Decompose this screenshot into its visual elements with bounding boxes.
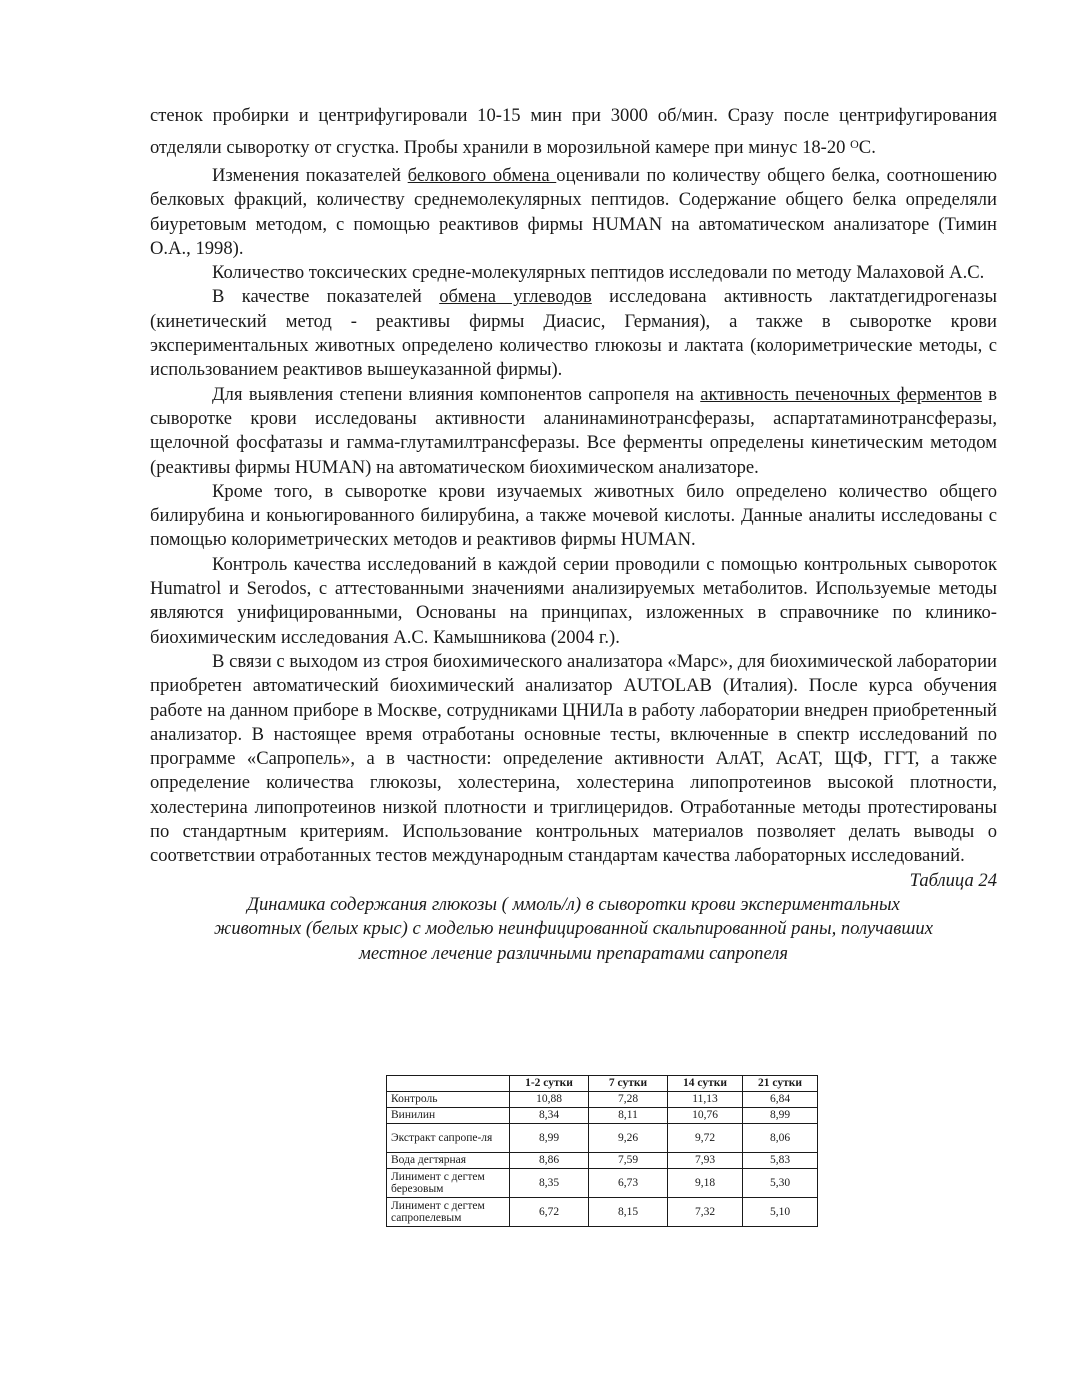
caption-line-3: местное лечение различными препаратами сапропеля bbox=[359, 942, 788, 964]
paragraph-1-end: С. bbox=[858, 137, 876, 158]
table-cell: 8,99 bbox=[510, 1124, 589, 1153]
table-cell: 8,35 bbox=[510, 1169, 589, 1198]
table-cell: 7,59 bbox=[589, 1153, 668, 1169]
table-row bbox=[387, 1169, 818, 1198]
paragraph-2-rest: оценивали по количеству общего белка, соотношению белковых фракций, количеству среднемолекулярных пептидов. Содержание общего белка определяли биуретовым методом, с помощью реактивов фирмы HUMAN на автоматическом анализаторе (Тимин О.А., 1998). bbox=[150, 165, 997, 259]
paragraph-5-text: Для выявления степени влияния компонентов сапропеля на bbox=[212, 383, 701, 405]
paragraph-4 bbox=[150, 285, 997, 382]
header-cell-day-1-2: 1-2 сутки bbox=[510, 1076, 589, 1092]
table-cell: 10,76 bbox=[668, 1108, 743, 1124]
paragraph-4-text: В качестве показателей bbox=[212, 286, 440, 308]
table-cell: 11,13 bbox=[668, 1092, 743, 1108]
table-row bbox=[387, 1092, 818, 1108]
header-cell-day-7: 7 сутки bbox=[589, 1076, 668, 1092]
table-row bbox=[387, 1108, 818, 1124]
glucose-table-wrapper bbox=[386, 1075, 818, 1227]
table-cell: 5,30 bbox=[743, 1169, 818, 1198]
table-row bbox=[387, 1198, 818, 1227]
table-cell: 7,32 bbox=[668, 1198, 743, 1227]
table-row bbox=[387, 1124, 818, 1153]
table-cell: 6,72 bbox=[510, 1198, 589, 1227]
table-caption bbox=[150, 893, 997, 967]
table-cell: 9,18 bbox=[668, 1169, 743, 1198]
table-cell: 9,26 bbox=[589, 1124, 668, 1153]
table-cell: 5,83 bbox=[743, 1153, 818, 1169]
header-cell-empty bbox=[387, 1076, 510, 1092]
paragraph-2 bbox=[150, 164, 997, 261]
paragraph-1-text: стенок пробирки и центрифугировали 10-15 мин при 3000 об/мин. Сразу после центрифугирования отделяли сыворотку от сгустка. Пробы хранили в морозильной камере при минус 18-20 bbox=[150, 105, 997, 158]
row-label: Экстракт сапропе-ля bbox=[387, 1124, 510, 1153]
underlined-term-carbohydrate-metabolism: обмена углеводов bbox=[439, 286, 592, 308]
underlined-term-liver-enzymes: активность печеночных ферментов bbox=[700, 383, 982, 405]
table-row bbox=[387, 1153, 818, 1169]
paragraph-7: Контроль качества исследований в каждой серии проводили с помощью контрольных сывороток Humatrol и Serodos, с аттестованными значениями анализируемых метаболитов. Используемые методы являются унифицированными, Основаны на принципах, изложенных в справочнике по клинико-биохимическим исследования А.С. Камышникова (2004 г.). bbox=[150, 553, 997, 648]
table-cell: 5,10 bbox=[743, 1198, 818, 1227]
table-cell: 6,84 bbox=[743, 1092, 818, 1108]
table-cell: 10,88 bbox=[510, 1092, 589, 1108]
caption-line-1: Динамика содержания глюкозы ( ммоль/л) в сыворотки крови экспериментальных bbox=[247, 893, 900, 915]
table-number-label: Таблица 24 bbox=[909, 869, 997, 891]
caption-line-2: животных (белых крыс) с моделью неинфицированной скальпированной раны, получавших bbox=[214, 918, 933, 940]
paragraph-2-text: Изменения показателей bbox=[212, 165, 408, 186]
paragraph-3: Количество токсических средне-молекулярных пептидов исследовали по методу Малаховой А.С. bbox=[212, 262, 985, 284]
paragraph-8: В связи с выходом из строя биохимического анализатора «Марс», для биохимической лаборатории приобретен автоматический биохимический анализатор AUTOLAB (Италия). После курса обучения работе на данном приборе в Москве, сотрудниками ЦНИЛа в работу лаборатории внедрен приобретенный анализатор. В настоящее время отработаны основные тесты, включенные в спектр исследований по программе «Сапропель», а в частности: определение активности АлАТ, АсАТ, ЩФ, ГГТ, а также определение количества глюкозы, холестерина, холестерина липопротеинов высокой плотности, холестерина липопротеинов низкой плотности и триглицеридов. Отработанные методы протестированы по стандартным критериям. Использование контрольных материалов позволяет делать выводы о соответствии отработанных тестов международным стандартам качества лабораторных исследований. bbox=[150, 650, 997, 867]
paragraph-1 bbox=[150, 100, 997, 164]
header-cell-day-21: 21 сутки bbox=[743, 1076, 818, 1092]
table-cell: 8,06 bbox=[743, 1124, 818, 1153]
paragraph-6: Кроме того, в сыворотке крови изучаемых животных било определено количество общего билирубина и коньюгированного билирубина, а также мочевой кислоты. Данные аналиты исследованы с помощью колориметрических методов и реактивов фирмы HUMAN. bbox=[150, 480, 997, 551]
table-cell: 8,15 bbox=[589, 1198, 668, 1227]
row-label: Линимент с дегтем березовым bbox=[387, 1169, 510, 1198]
glucose-table bbox=[386, 1075, 818, 1227]
row-label: Вода дегтярная bbox=[387, 1153, 510, 1169]
row-label: Винилин bbox=[387, 1108, 510, 1124]
document-body bbox=[150, 100, 997, 966]
underlined-term-protein-metabolism: белкового обмена bbox=[407, 165, 557, 186]
paragraph-5-rest: в сыворотке крови исследованы активности аланинаминотрансферазы, аспартатаминотрансферазы, щелочной фосфатазы и гамма-глутамилтрансферазы. Все ферменты определены кинетическим методом (реактивы фирмы HUMAN) на автоматическом биохимическом анализаторе. bbox=[150, 383, 998, 478]
degree-superscript: О bbox=[850, 137, 859, 151]
table-cell: 7,93 bbox=[668, 1153, 743, 1169]
table-cell: 8,86 bbox=[510, 1153, 589, 1169]
table-header-row bbox=[387, 1076, 818, 1092]
table-cell: 8,11 bbox=[589, 1108, 668, 1124]
table-cell: 8,99 bbox=[743, 1108, 818, 1124]
table-cell: 8,34 bbox=[510, 1108, 589, 1124]
table-cell: 7,28 bbox=[589, 1092, 668, 1108]
header-cell-day-14: 14 сутки bbox=[668, 1076, 743, 1092]
table-cell: 9,72 bbox=[668, 1124, 743, 1153]
row-label: Контроль bbox=[387, 1092, 510, 1108]
paragraph-4-rest: исследована активность лактатдегидрогеназы (кинетический метод - реактивы фирмы Диасис, Германия), а также в сыворотке крови экспериментальных животных определено количество глюкозы и лактата (колориметрические методы, с использованием реактивов вышеуказанной фирмы). bbox=[150, 286, 997, 381]
table-cell: 6,73 bbox=[589, 1169, 668, 1198]
row-label: Линимент с дегтем сапропелевым bbox=[387, 1198, 510, 1227]
paragraph-5 bbox=[150, 383, 997, 480]
